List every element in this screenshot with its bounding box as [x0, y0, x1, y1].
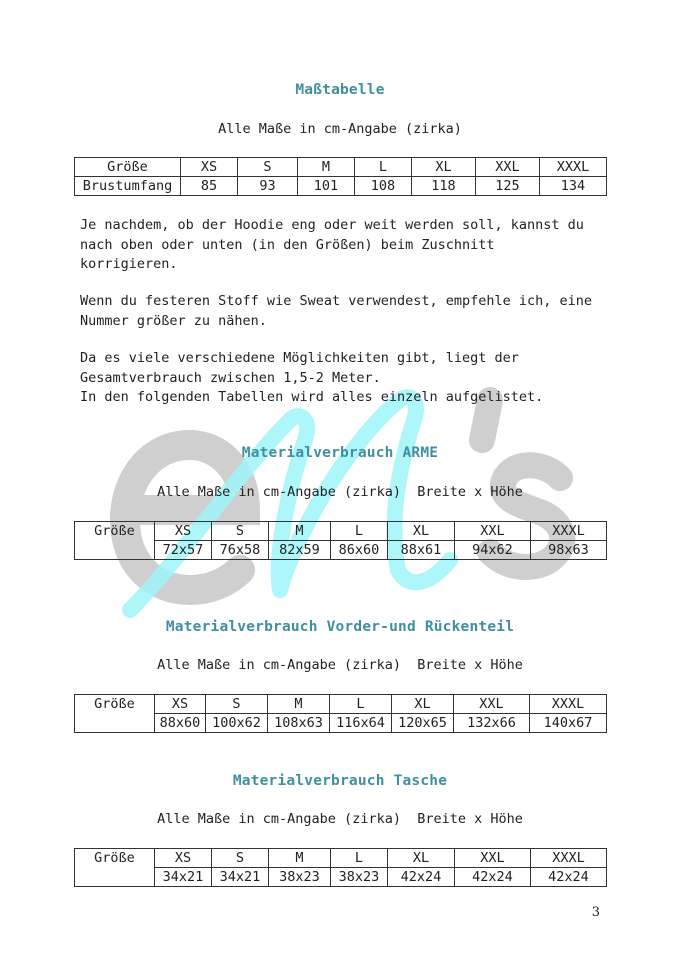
value-cell: 108 — [355, 177, 412, 196]
value-cell: 120x65 — [392, 714, 454, 733]
header-cell: L — [331, 849, 388, 868]
value-cell: 42x24 — [388, 868, 455, 887]
header-cell: XS — [155, 522, 212, 541]
header-cell: XXXL — [531, 522, 607, 541]
header-cell: Größe — [75, 695, 155, 714]
vorder-rueckenteil-table — [74, 694, 607, 733]
header-cell: XL — [392, 695, 454, 714]
header-cell: XXXL — [530, 695, 607, 714]
header-cell: Größe — [75, 522, 155, 541]
header-cell: XL — [388, 522, 455, 541]
value-cell: 94x62 — [455, 541, 531, 560]
table-row — [75, 714, 607, 733]
title-vorder-rueckenteil: Materialverbrauch Vorder-und Rückenteil — [165, 619, 515, 635]
subtitle-masstabelle: Alle Maße in cm-Angabe (zirka) — [218, 121, 462, 137]
header-cell: L — [331, 522, 388, 541]
value-cell: 42x24 — [531, 868, 607, 887]
value-cell: 88x61 — [388, 541, 455, 560]
value-cell: 134 — [540, 177, 607, 196]
header-cell: L — [355, 158, 412, 177]
paragraph-fit-note: Je nachdem, ob der Hoodie eng oder weit werden soll, kannst du nach oben oder unten (in den Größen) beim Zuschnitt korrigieren. — [80, 217, 584, 272]
header-cell: S — [206, 695, 268, 714]
row-label-cell — [75, 714, 155, 733]
value-cell: 125 — [476, 177, 540, 196]
value-cell: 100x62 — [206, 714, 268, 733]
header-cell: XL — [388, 849, 455, 868]
value-cell: 116x64 — [330, 714, 392, 733]
header-cell: Größe — [75, 849, 155, 868]
header-cell: M — [269, 849, 331, 868]
header-cell: S — [212, 522, 269, 541]
title-masstabelle: Maßtabelle — [295, 82, 385, 98]
value-cell: 38x23 — [331, 868, 388, 887]
header-cell: XS — [155, 695, 206, 714]
paragraph-fabric-note: Wenn du festeren Stoff wie Sweat verwendest, empfehle ich, eine Nummer größer zu nähen. — [80, 293, 593, 329]
row-label-cell — [75, 541, 155, 560]
paragraph-consumption-note: Da es viele verschiedene Möglichkeiten gibt, liegt der Gesamtverbrauch zwischen 1,5-2 Meter. In den folgenden Tabellen wird alles einzeln aufgelistet. — [80, 350, 544, 405]
table-header-row — [75, 695, 607, 714]
value-cell: 86x60 — [331, 541, 388, 560]
arme-table — [74, 521, 607, 560]
tasche-table — [74, 848, 607, 887]
title-tasche: Materialverbrauch Tasche — [232, 773, 448, 789]
value-cell: 108x63 — [268, 714, 330, 733]
header-cell: XS — [181, 158, 238, 177]
value-cell: 132x66 — [454, 714, 530, 733]
value-cell: 38x23 — [269, 868, 331, 887]
header-cell: XXL — [454, 695, 530, 714]
value-cell: 93 — [238, 177, 298, 196]
header-cell: XXXL — [540, 158, 607, 177]
table-row — [75, 541, 607, 560]
header-cell: XXL — [476, 158, 540, 177]
header-cell: M — [268, 695, 330, 714]
size-table — [74, 157, 607, 196]
value-cell: 140x67 — [530, 714, 607, 733]
value-cell: 85 — [181, 177, 238, 196]
row-label-cell: Brustumfang — [75, 177, 181, 196]
value-cell: 34x21 — [155, 868, 212, 887]
table-row — [75, 868, 607, 887]
header-cell: XXL — [455, 522, 531, 541]
header-cell: XL — [412, 158, 476, 177]
value-cell: 72x57 — [155, 541, 212, 560]
header-cell: S — [212, 849, 269, 868]
table-header-row — [75, 849, 607, 868]
value-cell: 42x24 — [455, 868, 531, 887]
header-cell: XXXL — [531, 849, 607, 868]
value-cell: 88x60 — [155, 714, 206, 733]
value-cell: 76x58 — [212, 541, 269, 560]
table-row — [75, 177, 607, 196]
header-cell: XS — [155, 849, 212, 868]
value-cell: 82x59 — [269, 541, 331, 560]
subtitle-tasche: Alle Maße in cm-Angabe (zirka) Breite x Höhe — [157, 811, 523, 827]
subtitle-arme: Alle Maße in cm-Angabe (zirka) Breite x Höhe — [157, 484, 523, 500]
header-cell: M — [269, 522, 331, 541]
row-label-cell — [75, 868, 155, 887]
value-cell: 34x21 — [212, 868, 269, 887]
value-cell: 118 — [412, 177, 476, 196]
value-cell: 98x63 — [531, 541, 607, 560]
title-arme: Materialverbrauch ARME — [241, 445, 439, 461]
value-cell: 101 — [298, 177, 355, 196]
header-cell: S — [238, 158, 298, 177]
table-header-row — [75, 522, 607, 541]
subtitle-vorder-rueckenteil: Alle Maße in cm-Angabe (zirka) Breite x Höhe — [157, 657, 523, 673]
header-cell: M — [298, 158, 355, 177]
header-cell: L — [330, 695, 392, 714]
table-header-row — [75, 158, 607, 177]
header-cell: Größe — [75, 158, 181, 177]
page-number: 3 — [591, 905, 600, 920]
header-cell: XXL — [455, 849, 531, 868]
